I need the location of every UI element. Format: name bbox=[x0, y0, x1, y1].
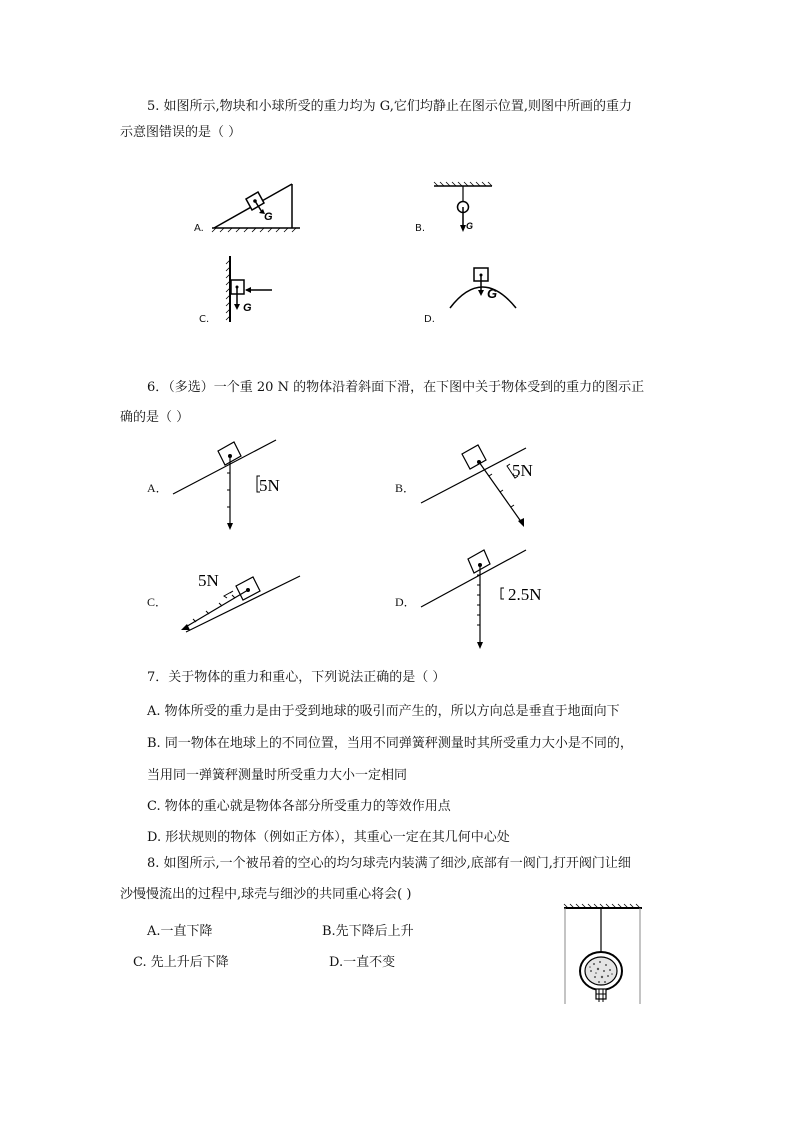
q5-figure-b bbox=[430, 180, 496, 238]
q8-stem-line2: 沙慢慢流出的过程中,球壳与细沙的共同重心将会( ) bbox=[120, 887, 412, 902]
q8-option-c: C. 先上升后下降 bbox=[133, 955, 229, 970]
q5-figure-c bbox=[222, 252, 286, 324]
q5-b-g-label: G bbox=[466, 221, 474, 231]
q8-figure bbox=[560, 898, 646, 1006]
q7-option-c: C. 物体的重心就是物体各部分所受重力的等效作用点 bbox=[147, 799, 451, 814]
q6-stem-line2: 确的是（ ） bbox=[120, 410, 190, 425]
q7-option-b-line1: B. 同一物体在地球上的不同位置，当用不同弹簧秤测量时其所受重力大小是不同的， bbox=[147, 736, 633, 751]
q6-label-c: C． bbox=[147, 595, 168, 609]
q7-option-d: D. 形状规则的物体（例如正方体），其重心一定在其几何中心处 bbox=[147, 830, 510, 845]
q6-figure-b bbox=[418, 432, 548, 534]
q6-figure-c bbox=[176, 562, 306, 638]
q6-label-a: A． bbox=[147, 481, 168, 495]
q7-option-b-line2: 当用同一弹簧秤测量时所受重力大小一定相同 bbox=[147, 768, 408, 783]
q6-stem-line1: 6．（多选）一个重 20 N 的物体沿着斜面下滑，在下图中关于物体受到的重力的图示正 bbox=[147, 380, 645, 395]
q8-option-d: D.一直不变 bbox=[329, 955, 396, 970]
q6-a-scale: 5N bbox=[259, 476, 280, 495]
q5-d-g-label: G bbox=[487, 286, 498, 301]
q6-c-scale: 5N bbox=[198, 571, 219, 590]
q6-label-d: D． bbox=[395, 595, 416, 609]
q5-figure-a bbox=[208, 176, 304, 234]
q6-b-scale: 5N bbox=[512, 461, 533, 480]
q5-stem-line2: 示意图错误的是（ ） bbox=[120, 125, 242, 140]
q5-figure-d bbox=[446, 258, 522, 314]
q6-label-b: B． bbox=[395, 481, 416, 495]
q8-option-b: B.先下降后上升 bbox=[322, 924, 414, 939]
q7-stem: 7．关于物体的重力和重心，下列说法正确的是（ ） bbox=[147, 670, 446, 685]
q5-label-b: B. bbox=[415, 223, 426, 234]
q5-stem-line1: 5. 如图所示,物块和小球所受的重力均为 G,它们均静止在图示位置,则图中所画的重力 bbox=[147, 99, 632, 114]
q8-option-a: A.一直下降 bbox=[147, 924, 213, 939]
q7-option-a: A. 物体所受的重力是由于受到地球的吸引而产生的，所以方向总是垂直于地面向下 bbox=[147, 704, 620, 719]
q6-d-scale: 2.5N bbox=[508, 585, 542, 604]
q5-label-a: A. bbox=[194, 223, 204, 234]
q6-figure-a bbox=[170, 432, 310, 534]
q5-label-c: C. bbox=[199, 314, 210, 325]
q6-figure-d bbox=[418, 544, 568, 652]
q8-stem-line1: 8. 如图所示,一个被吊着的空心的均匀球壳内装满了细沙,底部有一阀门,打开阀门让细 bbox=[147, 856, 631, 871]
q5-c-g-label: G bbox=[243, 302, 252, 314]
q5-a-g-label: G bbox=[264, 211, 273, 223]
q5-label-d: D. bbox=[424, 314, 435, 325]
